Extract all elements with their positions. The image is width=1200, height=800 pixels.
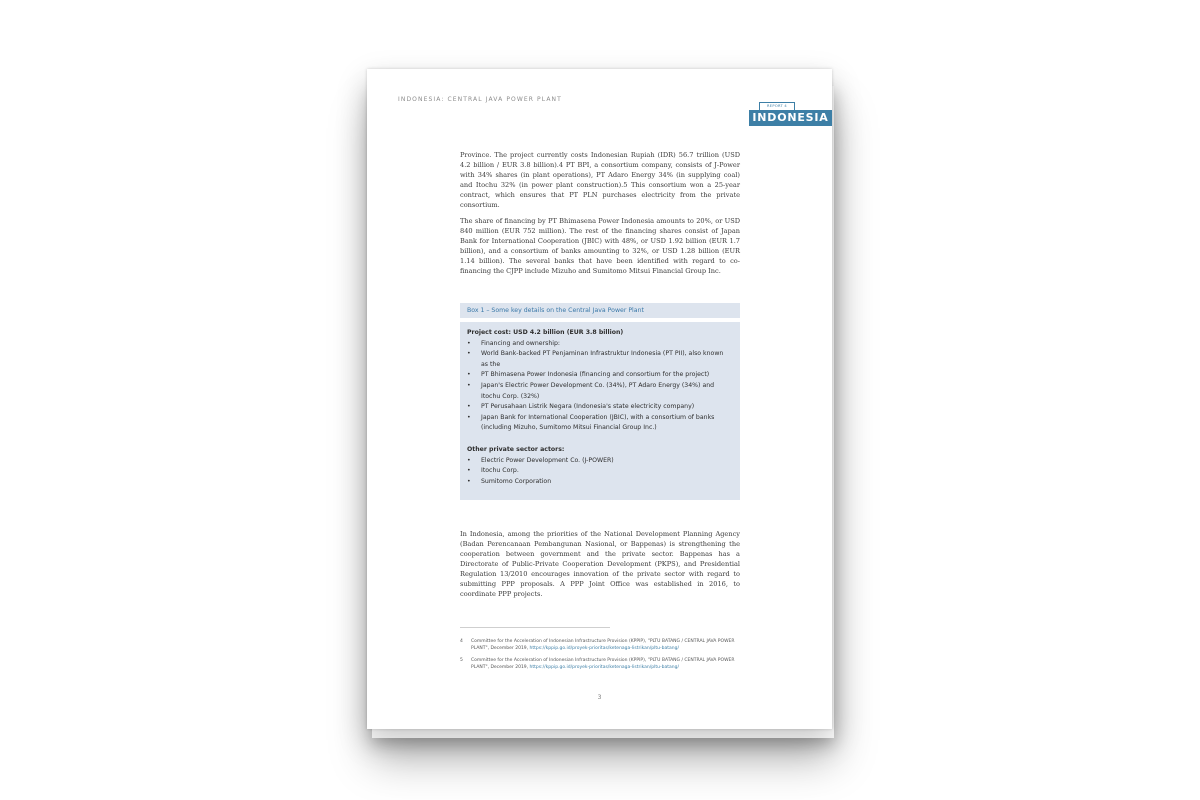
other-actors-heading: Other private sector actors: — [467, 445, 565, 453]
footnote-citation: Committee for the Acceleration of Indonesian Infrastructure Provision (KPPIP), "PLTU BATANG / CENTRAL JAVA POWER PLANT", December 2019, — [471, 658, 735, 670]
footnote-number: 4 — [460, 639, 463, 644]
other-actors-list — [467, 456, 732, 488]
list-item: • PT Perusahaan Listrik Negara (Indonesia's state electricity company) — [467, 402, 732, 413]
list-item: • World Bank-backed PT Penjaminan Infrastruktur Indonesia (PT PII), also known as the — [467, 349, 732, 370]
box-header: Box 1 – Some key details on the Central Java Power Plant — [460, 303, 740, 318]
report-badge — [749, 102, 832, 126]
footnote-text — [471, 638, 739, 652]
list-item: • Sumitomo Corporation — [467, 477, 732, 488]
footnote-link[interactable]: https://kppip.go.id/proyek-prioritas/ketenaga-listrikan/pltu-batang/ — [529, 646, 679, 651]
ownership-list — [467, 339, 732, 434]
document-page — [367, 69, 832, 729]
body-paragraph-1: Province. The project currently costs Indonesian Rupiah (IDR) 56.7 trillion (USD 4.2 billion / EUR 3.8 billion).4 PT BPI, a consortium company, consists of J-Power with 34% shares (in plant operations), PT Adaro Energy 34% (in supplying coal) and Itochu 32% (in power plant construction).5 This consortium won a 25-year contract, which ensures that PT PLN purchases electricity from the private consortium. — [460, 151, 740, 209]
footnote-number: 5 — [460, 658, 463, 663]
body-paragraph-2: The share of financing by PT Bhimasena Power Indonesia amounts to 20%, or USD 840 million (EUR 752 million). The rest of the financing shares consist of Japan Bank for International Cooperation (JBIC) with 48%, or USD 1.92 billion (EUR 1.7 billion), and a consortium of banks amounting to 32%, or USD 1.28 billion (EUR 1.14 billion). The several banks that have been identified with regard to co-financing the CJPP include Mizuho and Sumitomo Mitsui Financial Group Inc. — [460, 217, 740, 275]
badge-country-label: INDONESIA — [749, 110, 832, 126]
list-item: • PT Bhimasena Power Indonesia (financing and consortium for the project) — [467, 370, 732, 381]
list-item: • Japan Bank for International Cooperation (JBIC), with a consortium of banks (including Mizuho, Sumitomo Mitsui Financial Group Inc.) — [467, 413, 732, 434]
badge-report-label: REPORT 4 — [759, 102, 795, 110]
project-cost-heading: Project cost: USD 4.2 billion (EUR 3.8 billion) — [467, 329, 624, 336]
list-item: • Japan's Electric Power Development Co. (34%), PT Adaro Energy (34%) and Itochu Corp. (32%) — [467, 381, 732, 402]
list-item: • Electric Power Development Co. (J-POWER) — [467, 456, 732, 467]
footnote-citation: Committee for the Acceleration of Indonesian Infrastructure Provision (KPPIP), "PLTU BATANG / CENTRAL JAVA POWER PLANT", December 2019, — [471, 639, 735, 651]
list-item: • Financing and ownership: — [467, 339, 732, 350]
list-item: • Itochu Corp. — [467, 466, 732, 477]
footnote-text — [471, 657, 739, 671]
page-number: 3 — [597, 694, 602, 701]
key-details-box — [460, 322, 740, 500]
footnote-divider — [460, 627, 610, 628]
running-head: INDONESIA: CENTRAL JAVA POWER PLANT — [398, 96, 562, 103]
footnote-link[interactable]: https://kppip.go.id/proyek-prioritas/ketenaga-listrikan/pltu-batang/ — [529, 665, 679, 670]
body-paragraph-3: In Indonesia, among the priorities of the National Development Planning Agency (Badan Perencanaan Pembangunan Nasional, or Bappenas) is strengthening the cooperation between government and the private sector. Bappenas has a Directorate of Public-Private Cooperation Development (PKPS), and Presidential Regulation 13/2010 encourages innovation of the private sector with regard to submitting PPP proposals. A PPP Joint Office was established in 2016, to coordinate PPP projects. — [460, 530, 740, 598]
